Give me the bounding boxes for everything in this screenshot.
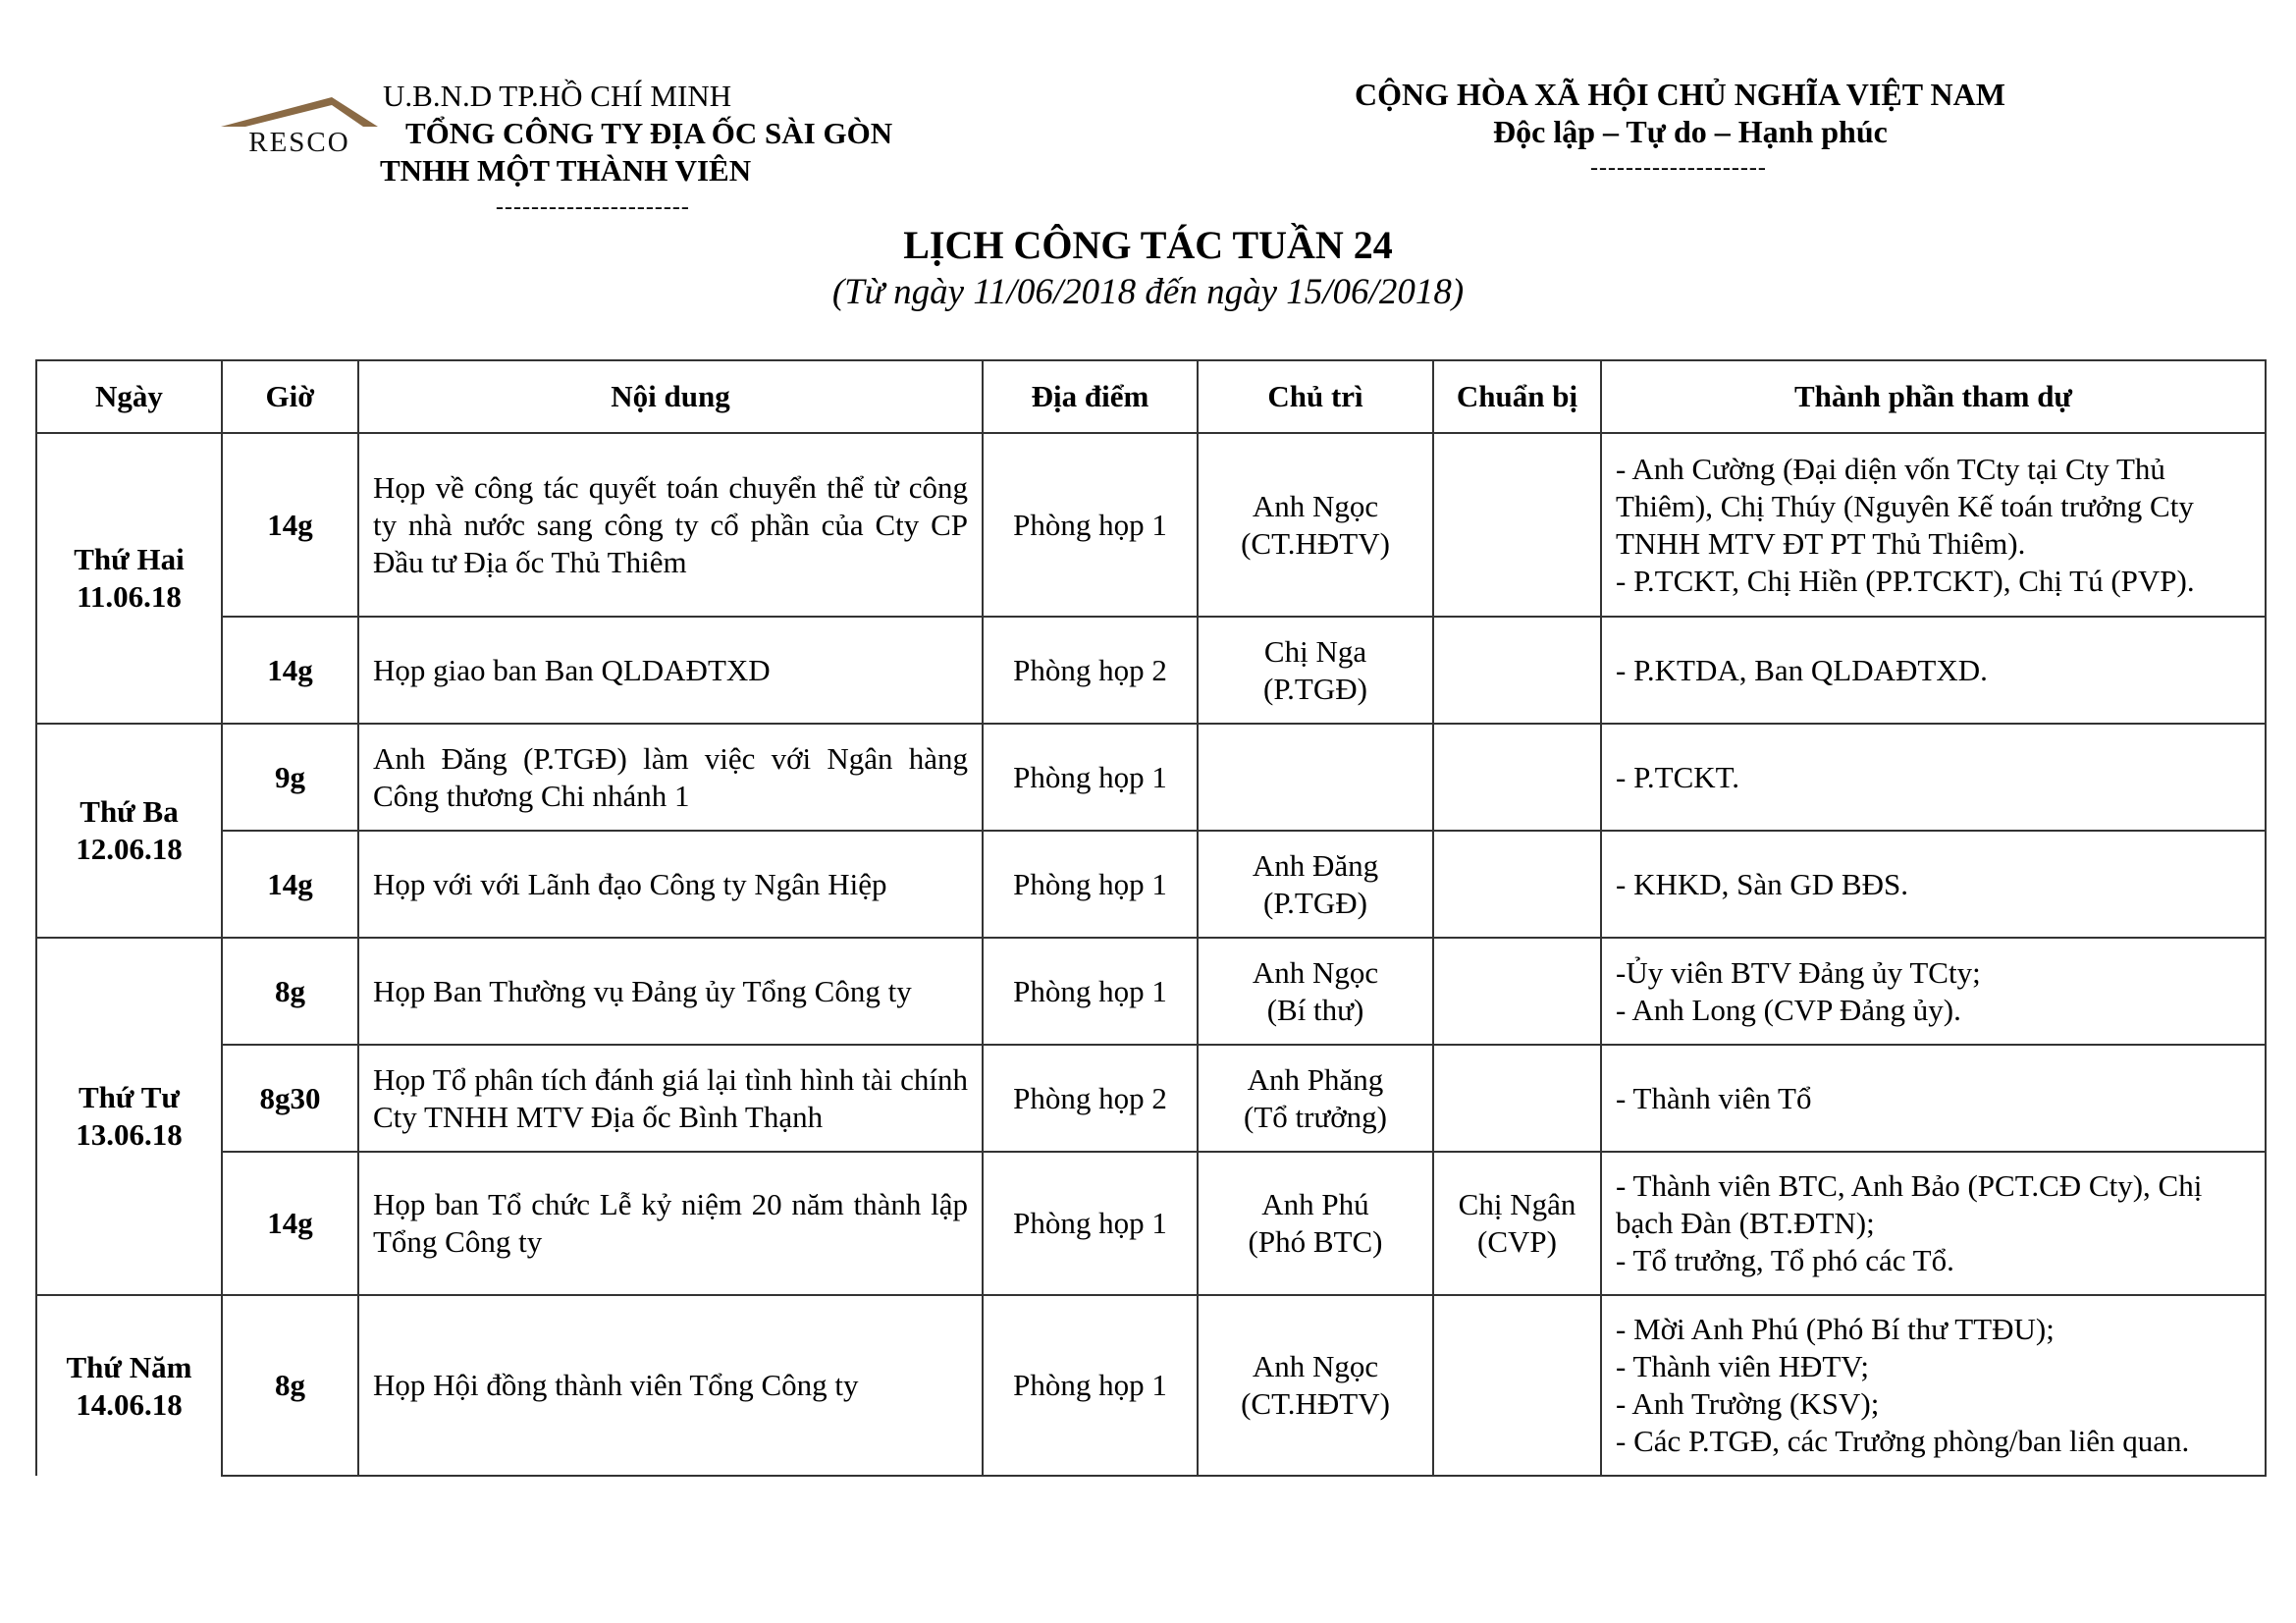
attendees-cell: - P.TCKT. — [1601, 724, 2266, 831]
time-cell: 8g30 — [222, 1045, 358, 1152]
time-cell: 14g — [222, 433, 358, 617]
org-name: TỔNG CÔNG TY ĐỊA ỐC SÀI GÒN — [405, 116, 893, 150]
nation-title: CỘNG HÒA XÃ HỘI CHỦ NGHĨA VIỆT NAM — [1355, 77, 2005, 112]
table-row — [36, 433, 2266, 617]
chair-cell: Anh Phăng (Tổ trưởng) — [1198, 1045, 1433, 1152]
table-row — [36, 1152, 2266, 1295]
table-row — [36, 1295, 2266, 1476]
chair-cell: Chị Nga (P.TGĐ) — [1198, 617, 1433, 724]
content-cell: Họp về công tác quyết toán chuyển thể từ công ty nhà nước sang công ty cổ phần của Cty CP Đầu tư Địa ốc Thủ Thiêm — [358, 433, 983, 617]
chair-cell: Anh Ngọc (CT.HĐTV) — [1198, 433, 1433, 617]
place-cell: Phòng họp 1 — [983, 433, 1198, 617]
day-cell: Thứ Năm 14.06.18 — [36, 1295, 222, 1476]
org-name-suffix: TNHH MỘT THÀNH VIÊN — [380, 153, 752, 188]
attendees-cell: - P.KTDA, Ban QLDAĐTXD. — [1601, 617, 2266, 724]
prep-cell — [1433, 938, 1601, 1045]
header-place: Địa điểm — [983, 360, 1198, 433]
time-cell: 8g — [222, 938, 358, 1045]
prep-cell — [1433, 617, 1601, 724]
header-day: Ngày — [36, 360, 222, 433]
attendees-cell: -Ủy viên BTV Đảng ủy TCty; - Anh Long (CVP Đảng ủy). — [1601, 938, 2266, 1045]
day-cell: Thứ Tư 13.06.18 — [36, 938, 222, 1295]
org-parent: U.B.N.D TP.HỒ CHÍ MINH — [383, 79, 732, 113]
attendees-cell: - Thành viên BTC, Anh Bảo (PCT.CĐ Cty), Chị bạch Đàn (BT.ĐTN); - Tổ trưởng, Tổ phó các Tổ. — [1601, 1152, 2266, 1295]
table-row — [36, 938, 2266, 1045]
prep-cell — [1433, 1045, 1601, 1152]
header-time: Giờ — [222, 360, 358, 433]
place-cell: Phòng họp 1 — [983, 724, 1198, 831]
attendees-cell: - Anh Cường (Đại diện vốn TCty tại Cty Thủ Thiêm), Chị Thúy (Nguyên Kế toán trưởng Cty TNHH MTV ĐT PT Thủ Thiêm). - P.TCKT, Chị Hiền (PP.TCKT), Chị Tú (PVP). — [1601, 433, 2266, 617]
time-cell: 14g — [222, 1152, 358, 1295]
content-cell: Anh Đăng (P.TGĐ) làm việc với Ngân hàng Công thương Chi nhánh 1 — [358, 724, 983, 831]
place-cell: Phòng họp 1 — [983, 831, 1198, 938]
prep-cell — [1433, 1295, 1601, 1476]
table-header-row — [36, 360, 2266, 433]
place-cell: Phòng họp 2 — [983, 617, 1198, 724]
nation-divider: -------------------- — [1590, 155, 1767, 181]
prep-cell — [1433, 831, 1601, 938]
header-prep: Chuẩn bị — [1433, 360, 1601, 433]
content-cell: Họp giao ban Ban QLDAĐTXD — [358, 617, 983, 724]
place-cell: Phòng họp 2 — [983, 1045, 1198, 1152]
prep-cell — [1433, 724, 1601, 831]
schedule-table — [35, 359, 2267, 1477]
table-row — [36, 1045, 2266, 1152]
time-cell: 14g — [222, 617, 358, 724]
time-cell: 14g — [222, 831, 358, 938]
table-row — [36, 617, 2266, 724]
header-attendees: Thành phần tham dự — [1601, 360, 2266, 433]
place-cell: Phòng họp 1 — [983, 1152, 1198, 1295]
chair-cell: Anh Ngọc (Bí thư) — [1198, 938, 1433, 1045]
chair-cell — [1198, 724, 1433, 831]
nation-motto: Độc lập – Tự do – Hạnh phúc — [1493, 114, 1888, 149]
table-row — [36, 831, 2266, 938]
content-cell: Họp với với Lãnh đạo Công ty Ngân Hiệp — [358, 831, 983, 938]
company-logo — [216, 93, 383, 162]
content-cell: Họp Hội đồng thành viên Tổng Công ty — [358, 1295, 983, 1476]
time-cell: 9g — [222, 724, 358, 831]
chair-cell: Anh Ngọc (CT.HĐTV) — [1198, 1295, 1433, 1476]
content-cell: Họp ban Tổ chức Lễ kỷ niệm 20 năm thành lập Tổng Công ty — [358, 1152, 983, 1295]
table-row — [36, 724, 2266, 831]
time-cell: 8g — [222, 1295, 358, 1476]
page-title: LỊCH CÔNG TÁC TUẦN 24 — [903, 223, 1393, 267]
attendees-cell: - Mời Anh Phú (Phó Bí thư TTĐU); - Thành viên HĐTV; - Anh Trường (KSV); - Các P.TGĐ, các Trưởng phòng/ban liên quan. — [1601, 1295, 2266, 1476]
logo-text: RESCO — [248, 127, 350, 158]
org-divider: ---------------------- — [496, 194, 690, 220]
day-cell: Thứ Ba 12.06.18 — [36, 724, 222, 938]
prep-cell — [1433, 433, 1601, 617]
chair-cell: Anh Đăng (P.TGĐ) — [1198, 831, 1433, 938]
date-range: (Từ ngày 11/06/2018 đến ngày 15/06/2018) — [831, 272, 1465, 312]
content-cell: Họp Tổ phân tích đánh giá lại tình hình tài chính Cty TNHH MTV Địa ốc Bình Thạnh — [358, 1045, 983, 1152]
place-cell: Phòng họp 1 — [983, 1295, 1198, 1476]
attendees-cell: - KHKD, Sàn GD BĐS. — [1601, 831, 2266, 938]
prep-cell: Chị Ngân (CVP) — [1433, 1152, 1601, 1295]
place-cell: Phòng họp 1 — [983, 938, 1198, 1045]
content-cell: Họp Ban Thường vụ Đảng ủy Tổng Công ty — [358, 938, 983, 1045]
attendees-cell: - Thành viên Tổ — [1601, 1045, 2266, 1152]
header-content: Nội dung — [358, 360, 983, 433]
header-chair: Chủ trì — [1198, 360, 1433, 433]
day-cell: Thứ Hai 11.06.18 — [36, 433, 222, 724]
chair-cell: Anh Phú (Phó BTC) — [1198, 1152, 1433, 1295]
